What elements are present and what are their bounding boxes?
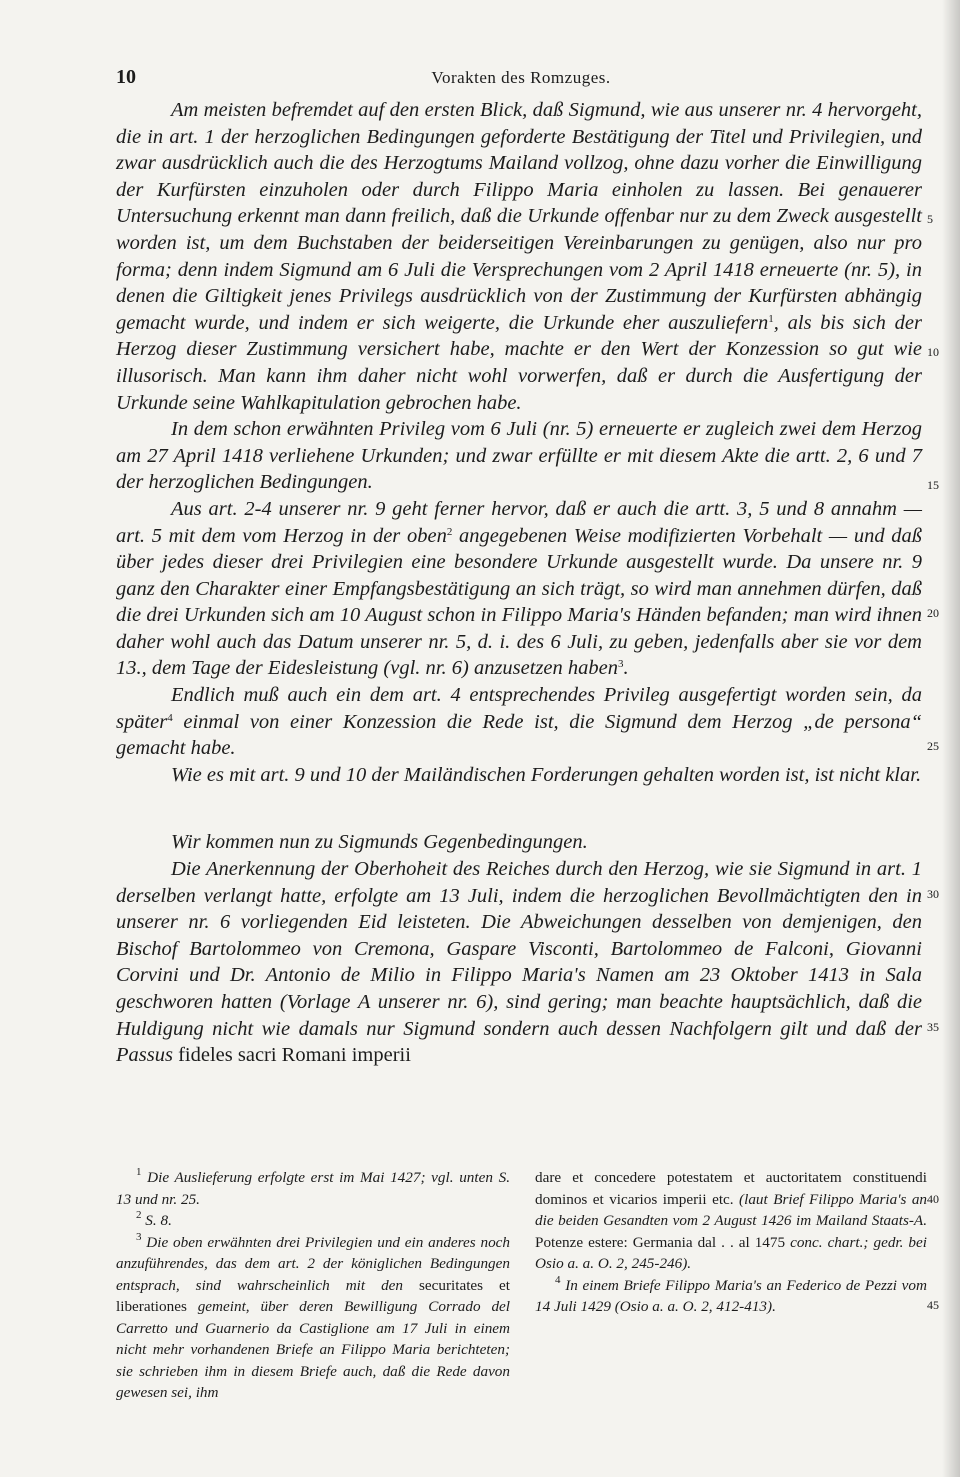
paragraph-7-latin-phrase: fideles sacri Romani imperii — [172, 1044, 411, 1067]
footnote-3 — [116, 1232, 510, 1404]
footnote-3-archive: Potenze estere: Germania dal . . al 1475 — [535, 1233, 786, 1251]
footnote-ref-1: 1 — [768, 312, 774, 325]
line-number-30: 30 — [927, 887, 939, 901]
line-number-35: 35 — [927, 1020, 939, 1034]
footnote-ref-2: 2 — [446, 525, 453, 538]
line-number-10: 10 — [927, 345, 939, 359]
footnote-2-mark: 2 — [136, 1209, 142, 1221]
paragraph-6: Wir kommen nun zu Sigmunds Gegenbedingungen. — [171, 831, 588, 854]
body-text — [116, 97, 922, 1069]
footnote-3-text-g: conc. chart.; gedr. bei Osio a. a. O. 2, 245-246). — [535, 1233, 927, 1272]
line-number-40: 40 — [927, 1192, 939, 1206]
section-gap — [116, 788, 922, 829]
paragraph-3-text-b: angegebenen Weise modifizierten Vorbehalt — und daß über jedes dieser drei Privilegien eine besondere Urkunde ausgestellt wurde. Da unsere nr. 9 ganz den Charakter einer Empfangsbestätigung an sich trägt, so wird man annehmen dürfen, daß die drei Urkunden sich am 10 August schon in Filippo Maria's Händen befanden; man wird ihnen daher wohl auch das Datum unserer nr. 5, d. i. des 6 Juli, zu geben, jedenfalls aber sie vor dem 13., dem Tage der Eidesleistung (vgl. nr. 6) anzusetzen haben — [116, 524, 923, 680]
running-title: Vorakten des Romzuges. — [431, 68, 611, 87]
footnote-ref-3: 3 — [618, 658, 624, 671]
paragraph-7 — [116, 856, 922, 1069]
paragraph-4-text-a: Endlich muß auch ein dem art. 4 entsprechendes Privileg ausgefertigt worden sein, da später — [116, 684, 922, 733]
paragraph-7-text-a: Die Anerkennung der Oberhoheit des Reiches durch den Herzog, wie sie Sigmund in art. 1 derselben verlangt hatte, erfolgte am 13 Juli, indem die herzoglichen Bevollmächtigten den in unserer nr. 6 vorliegenden Eid leisteten. Die Abweichungen desselben von demjenigen, den Bischof Bartolommeo von Cremona, Gaspare Visconti, Bartolommeo de Falconi, Giovanni Corvini und Dr. Antonio de Milio in Filippo Maria's Namen am 23 Oktober 1413 in Sala geschworen hatten (Vorlage A unserer nr. 6), sind gering; man beachte hauptsächlich, daß die Huldigung nicht wie damals nur Sigmund sondern auch dessen Nachfolgern gilt und daß der Passus — [116, 858, 922, 1067]
page-edge-shadow — [942, 0, 960, 1477]
footnote-3-continued — [535, 1167, 927, 1275]
footnote-2 — [116, 1210, 510, 1232]
footnote-4-mark: 4 — [555, 1273, 561, 1286]
paragraph-4-text-b: einmal von einer Konzession die Rede ist, die Sigmund dem Herzog „de persona“ gemacht habe. — [116, 710, 922, 760]
line-number-25: 25 — [927, 739, 939, 753]
footnote-3-mark: 3 — [136, 1230, 142, 1243]
footnote-3-latin-2: dare et concedere potestatem et auctoritatem constituendi dominos et vicarios imperii etc. — [535, 1169, 927, 1208]
footnote-2-text: S. 8. — [141, 1212, 172, 1229]
paragraph-3 — [116, 496, 922, 682]
footnote-3-text-e: (laut Brief Filippo Maria's an die beiden Gesandten vom 2 August 1426 im Mailand Staats-A. — [535, 1190, 928, 1229]
footnote-1 — [116, 1167, 510, 1210]
paragraph-2: In dem schon erwähnten Privileg vom 6 Juli (nr. 5) erneuerte er zugleich zwei dem Herzog am 27 April 1418 verliehene Urkunden; und zwar erfüllte er mit diesem Akte die artt. 2, 6 und 7 der herzoglichen Bedingungen. — [116, 418, 922, 494]
page-number: 10 — [116, 66, 136, 88]
paragraph-3-text-c: . — [623, 657, 629, 680]
footnote-3-latin-1: securitates et liberationes — [116, 1276, 510, 1315]
footnote-3-text-c: gemeint, über deren Bewilligung Corrado del Carretto und Guarnerio da Castiglione am 17 Juli in einem nicht mehr vorhandenen Briefe an Filippo Maria berichteten; sie schrieben ihm in diesem Briefe auch, daß die Rede davon gewesen sei, ihm — [116, 1298, 510, 1401]
line-number-45: 45 — [927, 1298, 939, 1312]
footnote-1-mark: 1 — [136, 1166, 142, 1178]
footnotes — [116, 1167, 926, 1427]
footnote-4 — [535, 1275, 927, 1318]
footnote-1-text: Die Auslieferung erfolgte erst im Mai 1427; vgl. unten S. 13 und nr. 25. — [116, 1169, 510, 1208]
paragraph-3-text-a: Aus art. 2-4 unserer nr. 9 geht ferner hervor, daß er auch die artt. 3, 5 und 8 annahm — art. 5 mit dem vom Herzog in der oben — [116, 497, 922, 547]
line-number-20: 20 — [927, 606, 939, 620]
footnote-ref-4: 4 — [167, 711, 173, 724]
line-number-15: 15 — [927, 478, 939, 492]
line-number-5: 5 — [927, 212, 933, 226]
footnote-column-left — [116, 1167, 510, 1404]
paragraph-1-text-b: , als bis sich der Herzog dieser Zustimmung versichert habe, machte er den Wert der Konzession so gut wie illusorisch. Man kann ihm daher nicht wohl vorwerfen, daß er durch die Ausfertigung der Urkunde seine Wahlkapitulation gebrochen habe. — [116, 311, 922, 414]
footnote-column-right — [535, 1167, 927, 1318]
page-header — [116, 66, 926, 96]
paragraph-5: Wie es mit art. 9 und 10 der Mailändischen Forderungen gehalten worden ist, ist nicht klar. — [171, 763, 922, 786]
footnote-4-text: In einem Briefe Filippo Maria's an Federico de Pezzi vom 14 Juli 1429 (Osio a. a. O. 2, 412-413). — [535, 1276, 927, 1315]
footnote-3-text-a: Die oben erwähnten drei Privilegien und ein anderes noch anzuführendes, das dem art. 2 der königlichen Bedingungen entsprach, sind wahrscheinlich mit den — [116, 1233, 510, 1294]
paragraph-1 — [116, 97, 922, 416]
paragraph-4 — [116, 682, 922, 762]
paragraph-1-text-a: Am meisten befremdet auf den ersten Blick, daß Sigmund, wie aus unserer nr. 4 hervorgeht, die in art. 1 der herzoglichen Bedingungen geforderte Bestätigung der Titel und Privilegien, und zwar ausdrücklich auch die des Herzogtums Mailand vollzog, ohne dazu vorher die Einwilligung der Kurfürsten einzuholen oder durch Filippo Maria einholen zu lassen. Bei genauerer Untersuchung erkennt man dann freilich, daß die Urkunde offenbar nur zu dem Zweck ausgestellt worden ist, um dem Buchstaben der beiderseitigen Vereinbarungen zu genügen, also nur pro forma; denn indem Sigmund am 6 Juli die Versprechungen vom 2 April 1418 erneuerte (nr. 5), in denen die Giltigkeit jenes Privilegs ausdrücklich von der Zustimmung der Kurfürsten abhängig gemacht wurde, und indem er sich weigerte, die Urkunde eher auszuliefern — [116, 99, 922, 334]
